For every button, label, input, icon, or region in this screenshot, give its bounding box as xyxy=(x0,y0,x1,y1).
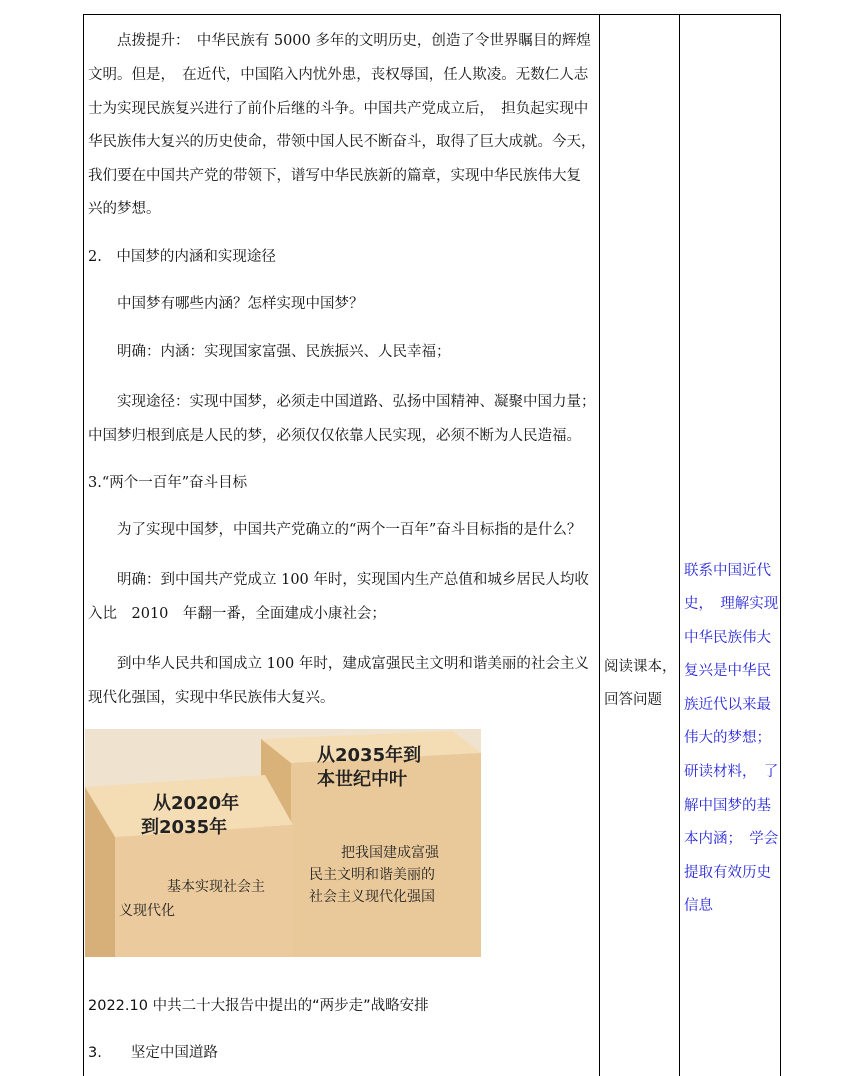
column-divider-1 xyxy=(599,14,600,1076)
table-right-border xyxy=(780,14,781,1076)
intent-line-11: 信息 xyxy=(684,898,713,914)
intent-line-1: 联系中国近代 xyxy=(684,563,771,579)
right-block-text-line-2: 民主文明和谐美丽的 xyxy=(309,867,435,883)
right-block-title-line-1: 从2035年到 xyxy=(317,745,422,766)
figure-caption: 2022.10 中共二十大报告中提出的“两步走”战略安排 xyxy=(88,998,429,1014)
para1-line-3: 士为实现民族复兴进行了前仆后继的斗争。中国共产党成立后， 担负起实现中 xyxy=(88,101,589,117)
left-block-text-line-2: 义现代化 xyxy=(119,903,175,919)
left-block-title-line-2: 到2035年 xyxy=(141,817,228,838)
right-block-text-line-3: 社会主义现代化强国 xyxy=(309,889,435,905)
answer-3-line-3: 到中华人民共和国成立 100 年时，建成富强民主文明和谐美丽的社会主义 xyxy=(117,656,589,672)
answer-3-line-2: 入比 2010 年翻一番，全面建成小康社会； xyxy=(88,606,386,622)
right-block-title-line-2: 本世纪中叶 xyxy=(317,769,407,790)
intent-line-5: 族近代以来最 xyxy=(684,697,771,713)
para1-line-1: 点拨提升： 中华民族有 5000 多年的文明历史，创造了令世界瞩目的辉煌 xyxy=(117,33,591,49)
intent-line-9: 本内涵； 学会 xyxy=(684,831,779,847)
intent-line-8: 解中国梦的基 xyxy=(684,798,771,814)
question-2: 中国梦有哪些内涵？怎样实现中国梦？ xyxy=(117,296,364,312)
question-3: 为了实现中国梦，中国共产党确立的“两个一百年”奋斗目标指的是什么？ xyxy=(117,522,582,538)
answer-3-line-4: 现代化强国，实现中华民族伟大复兴。 xyxy=(88,690,335,706)
intent-line-2: 史， 理解实现 xyxy=(684,596,779,612)
answer-3-line-1: 明确：到中国共产党成立 100 年时，实现国内生产总值和城乡居民人均收 xyxy=(117,572,589,588)
para1-line-5: 我们要在中国共产党的带领下，谱写中华民族新的篇章，实现中华民族伟大复 xyxy=(88,168,581,184)
section-3-road-heading: 3. 坚定中国道路 xyxy=(88,1045,218,1061)
right-block-text-line-1: 把我国建成富强 xyxy=(341,845,439,861)
intent-line-10: 提取有效历史 xyxy=(684,865,771,881)
intent-line-7: 研读材料， 了 xyxy=(684,764,779,780)
para1-line-4: 华民族伟大复兴的历史使命，带领中国人民不断奋斗，取得了巨大成就。今天， xyxy=(88,134,596,150)
two-step-strategy-figure xyxy=(85,729,481,957)
answer-2-line-1: 明确：内涵：实现国家富强、民族振兴、人民幸福； xyxy=(117,344,451,360)
table-top-border xyxy=(83,14,781,15)
section-2-heading: 2. 中国梦的内涵和实现途径 xyxy=(88,249,276,265)
left-block-text-line-1: 基本实现社会主 xyxy=(167,879,265,895)
activity-line-2: 回答问题 xyxy=(604,692,662,708)
table-left-border xyxy=(83,14,84,1076)
para1-line-2: 文明。但是， 在近代，中国陷入内忧外患，丧权辱国，任人欺凌。无数仁人志 xyxy=(88,67,589,83)
intent-line-6: 伟大的梦想； xyxy=(684,730,771,746)
answer-2-line-3: 中国梦归根到底是人民的梦，必须仅仅依靠人民实现，必须不断为人民造福。 xyxy=(88,428,581,444)
activity-line-1: 阅读课本， xyxy=(604,659,677,675)
intent-line-3: 中华民族伟大 xyxy=(684,630,771,646)
para1-line-6: 兴的梦想。 xyxy=(88,201,161,217)
intent-line-4: 复兴是中华民 xyxy=(684,663,771,679)
left-block-title-line-1: 从2020年 xyxy=(153,793,240,814)
answer-2-line-2: 实现途径：实现中国梦，必须走中国道路、弘扬中国精神、凝聚中国力量； xyxy=(117,394,596,410)
section-3-heading: 3.“两个一百年”奋斗目标 xyxy=(88,475,248,491)
column-divider-2 xyxy=(679,14,680,1076)
